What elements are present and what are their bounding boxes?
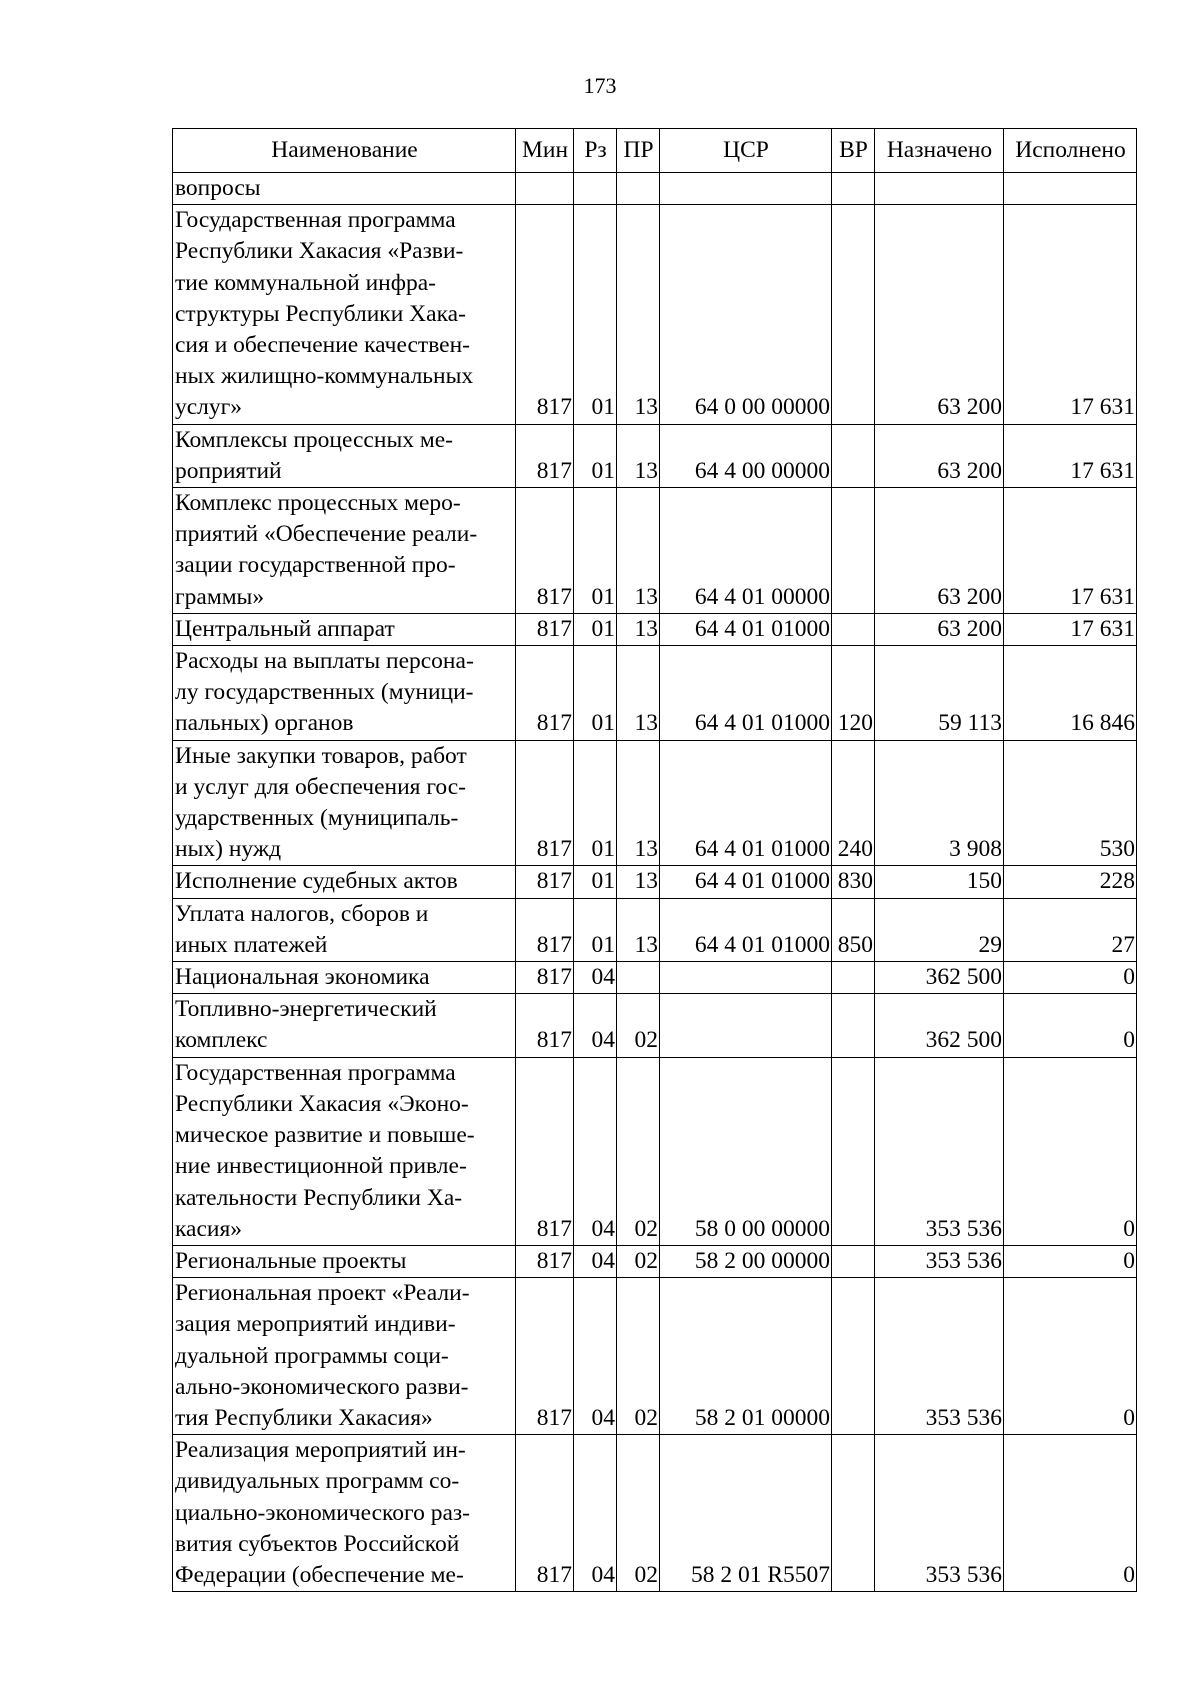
cell-vr <box>832 613 875 645</box>
budget-table <box>172 128 1137 1592</box>
table-row <box>173 424 1137 487</box>
cell-pr: 02 <box>617 1435 660 1592</box>
cell-name: Национальная экономика <box>173 962 516 994</box>
cell-name: Расходы на выплаты персона- лу государственных (муници- пальных) органов <box>173 646 516 741</box>
cell-min: 817 <box>516 646 574 741</box>
cell-name: Государственная программа Республики Хакасия «Эконо- мическое развитие и повыше- ние инвестиционной привле- кательности Республики Ха- касия» <box>173 1057 516 1245</box>
cell-rz: 01 <box>574 613 617 645</box>
cell-min: 817 <box>516 205 574 424</box>
cell-naznacheno: 63 200 <box>875 613 1004 645</box>
cell-pr: 02 <box>617 1278 660 1435</box>
cell-pr: 13 <box>617 898 660 961</box>
cell-min <box>516 173 574 205</box>
cell-naznacheno: 29 <box>875 898 1004 961</box>
table-row <box>173 866 1137 898</box>
cell-naznacheno: 63 200 <box>875 205 1004 424</box>
cell-name: Уплата налогов, сборов и иных платежей <box>173 898 516 961</box>
cell-ispolneno: 17 631 <box>1004 205 1137 424</box>
cell-min: 817 <box>516 898 574 961</box>
cell-name: Центральный аппарат <box>173 613 516 645</box>
cell-vr <box>832 1057 875 1245</box>
table-row <box>173 205 1137 424</box>
cell-rz: 01 <box>574 740 617 866</box>
table-row <box>173 613 1137 645</box>
cell-rz: 01 <box>574 488 617 614</box>
cell-rz: 01 <box>574 646 617 741</box>
cell-min: 817 <box>516 866 574 898</box>
header-vr: ВР <box>832 129 875 173</box>
cell-pr: 13 <box>617 613 660 645</box>
cell-vr <box>832 1435 875 1592</box>
cell-csr: 64 0 00 00000 <box>660 205 832 424</box>
table-row <box>173 488 1137 614</box>
table-row <box>173 898 1137 961</box>
cell-naznacheno <box>875 173 1004 205</box>
cell-csr <box>660 994 832 1057</box>
table-row <box>173 173 1137 205</box>
header-rz: Рз <box>574 129 617 173</box>
cell-name: Комплексы процессных ме- роприятий <box>173 424 516 487</box>
cell-ispolneno: 0 <box>1004 1278 1137 1435</box>
cell-csr: 58 2 01 00000 <box>660 1278 832 1435</box>
cell-rz: 01 <box>574 205 617 424</box>
cell-ispolneno <box>1004 173 1137 205</box>
cell-ispolneno: 0 <box>1004 1435 1137 1592</box>
cell-naznacheno: 3 908 <box>875 740 1004 866</box>
header-min: Мин <box>516 129 574 173</box>
cell-vr <box>832 1245 875 1277</box>
cell-ispolneno: 0 <box>1004 994 1137 1057</box>
table-row <box>173 1435 1137 1592</box>
cell-vr <box>832 488 875 614</box>
cell-min: 817 <box>516 1278 574 1435</box>
cell-min: 817 <box>516 740 574 866</box>
cell-name: вопросы <box>173 173 516 205</box>
header-naznacheno: Назначено <box>875 129 1004 173</box>
cell-csr: 64 4 01 00000 <box>660 488 832 614</box>
header-csr: ЦСР <box>660 129 832 173</box>
cell-ispolneno: 17 631 <box>1004 488 1137 614</box>
table-header-row <box>173 129 1137 173</box>
cell-vr <box>832 424 875 487</box>
cell-name: Иные закупки товаров, работ и услуг для обеспечения гос- ударственных (муниципаль- ных) нужд <box>173 740 516 866</box>
cell-pr: 13 <box>617 646 660 741</box>
cell-pr: 13 <box>617 488 660 614</box>
cell-min: 817 <box>516 994 574 1057</box>
cell-pr: 13 <box>617 866 660 898</box>
cell-csr: 64 4 01 01000 <box>660 866 832 898</box>
table-row <box>173 962 1137 994</box>
cell-ispolneno: 27 <box>1004 898 1137 961</box>
cell-rz: 01 <box>574 866 617 898</box>
cell-vr: 850 <box>832 898 875 961</box>
cell-pr: 02 <box>617 1057 660 1245</box>
cell-rz: 04 <box>574 962 617 994</box>
cell-min: 817 <box>516 488 574 614</box>
cell-csr: 64 4 01 01000 <box>660 740 832 866</box>
cell-min: 817 <box>516 613 574 645</box>
cell-rz: 01 <box>574 424 617 487</box>
cell-min: 817 <box>516 1245 574 1277</box>
cell-vr <box>832 994 875 1057</box>
cell-name: Региональная проект «Реали- зация мероприятий индиви- дуальной программы соци- ально-экономического разви- тия Республики Хакасия» <box>173 1278 516 1435</box>
cell-min: 817 <box>516 962 574 994</box>
table-row <box>173 740 1137 866</box>
cell-pr <box>617 173 660 205</box>
cell-csr: 64 4 01 01000 <box>660 646 832 741</box>
cell-ispolneno: 0 <box>1004 1245 1137 1277</box>
cell-pr <box>617 962 660 994</box>
cell-csr <box>660 173 832 205</box>
cell-vr <box>832 205 875 424</box>
page-number: 173 <box>583 73 617 98</box>
cell-ispolneno: 0 <box>1004 962 1137 994</box>
cell-pr: 13 <box>617 205 660 424</box>
cell-naznacheno: 353 536 <box>875 1435 1004 1592</box>
cell-pr: 13 <box>617 424 660 487</box>
table-row <box>173 994 1137 1057</box>
cell-rz: 04 <box>574 1278 617 1435</box>
table-row <box>173 1278 1137 1435</box>
cell-rz: 01 <box>574 898 617 961</box>
cell-vr <box>832 962 875 994</box>
cell-naznacheno: 362 500 <box>875 994 1004 1057</box>
cell-rz: 04 <box>574 994 617 1057</box>
cell-ispolneno: 0 <box>1004 1057 1137 1245</box>
cell-name: Региональные проекты <box>173 1245 516 1277</box>
cell-vr: 120 <box>832 646 875 741</box>
cell-min: 817 <box>516 1057 574 1245</box>
cell-vr <box>832 1278 875 1435</box>
cell-ispolneno: 17 631 <box>1004 424 1137 487</box>
cell-naznacheno: 353 536 <box>875 1245 1004 1277</box>
table-row <box>173 1057 1137 1245</box>
cell-name: Реализация мероприятий ин- дивидуальных программ со- циально-экономического раз- вития субъектов Российской Федерации (обеспечение ме- <box>173 1435 516 1592</box>
cell-csr: 58 2 00 00000 <box>660 1245 832 1277</box>
cell-naznacheno: 353 536 <box>875 1057 1004 1245</box>
cell-name: Государственная программа Республики Хакасия «Разви- тие коммунальной инфра- структуры Республики Хака- сия и обеспечение качествен- ных жилищно-коммунальных услуг» <box>173 205 516 424</box>
cell-pr: 02 <box>617 994 660 1057</box>
cell-csr: 64 4 01 01000 <box>660 898 832 961</box>
table-row <box>173 1245 1137 1277</box>
cell-rz: 04 <box>574 1435 617 1592</box>
cell-rz: 04 <box>574 1245 617 1277</box>
cell-name: Исполнение судебных актов <box>173 866 516 898</box>
table-body <box>173 173 1137 1592</box>
cell-naznacheno: 63 200 <box>875 488 1004 614</box>
cell-naznacheno: 353 536 <box>875 1278 1004 1435</box>
cell-ispolneno: 530 <box>1004 740 1137 866</box>
cell-csr: 58 2 01 R5507 <box>660 1435 832 1592</box>
cell-csr: 64 4 01 01000 <box>660 613 832 645</box>
cell-naznacheno: 63 200 <box>875 424 1004 487</box>
cell-pr: 02 <box>617 1245 660 1277</box>
cell-naznacheno: 150 <box>875 866 1004 898</box>
header-pr: ПР <box>617 129 660 173</box>
cell-min: 817 <box>516 1435 574 1592</box>
cell-vr <box>832 173 875 205</box>
cell-ispolneno: 16 846 <box>1004 646 1137 741</box>
cell-naznacheno: 59 113 <box>875 646 1004 741</box>
cell-csr <box>660 962 832 994</box>
cell-name: Топливно-энергетический комплекс <box>173 994 516 1057</box>
cell-pr: 13 <box>617 740 660 866</box>
cell-csr: 64 4 00 00000 <box>660 424 832 487</box>
cell-vr: 240 <box>832 740 875 866</box>
header-ispolneno: Исполнено <box>1004 129 1137 173</box>
cell-ispolneno: 228 <box>1004 866 1137 898</box>
cell-naznacheno: 362 500 <box>875 962 1004 994</box>
cell-rz: 04 <box>574 1057 617 1245</box>
header-name: Наименование <box>173 129 516 173</box>
cell-rz <box>574 173 617 205</box>
cell-csr: 58 0 00 00000 <box>660 1057 832 1245</box>
cell-vr: 830 <box>832 866 875 898</box>
cell-min: 817 <box>516 424 574 487</box>
cell-ispolneno: 17 631 <box>1004 613 1137 645</box>
table-row <box>173 646 1137 741</box>
cell-name: Комплекс процессных меро- приятий «Обеспечение реали- зации государственной про- граммы» <box>173 488 516 614</box>
